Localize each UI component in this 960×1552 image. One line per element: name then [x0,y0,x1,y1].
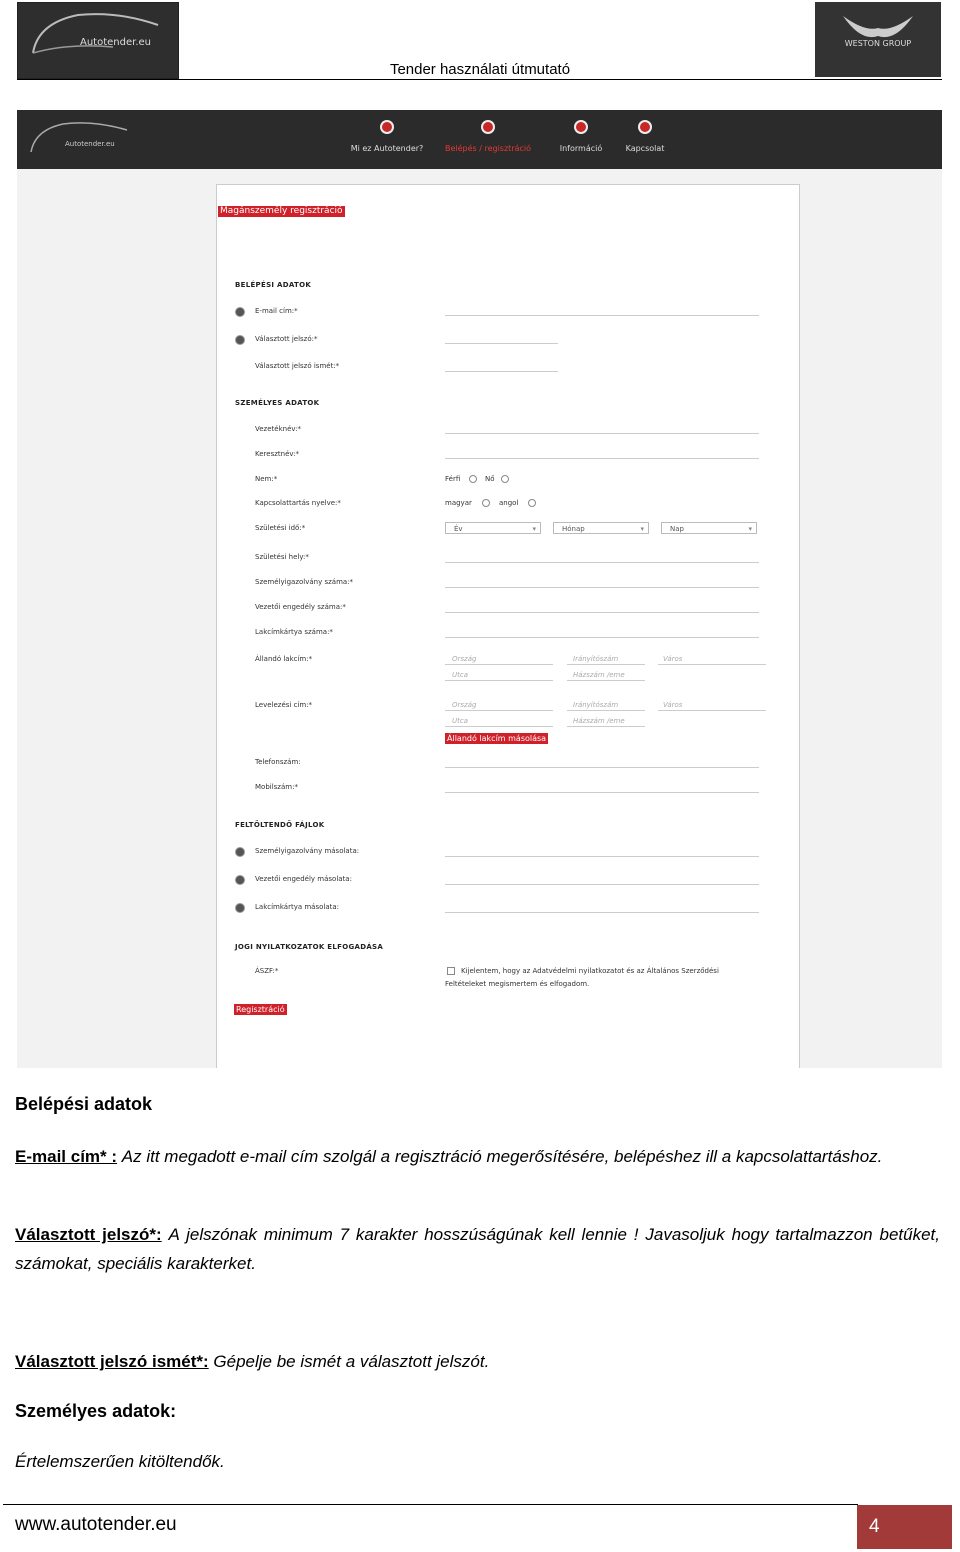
site-navbar [17,110,942,169]
lang-en-radio[interactable] [528,499,536,507]
nav-icon [481,120,495,134]
id-copy-upload[interactable] [445,856,759,857]
perm-zip-input[interactable] [567,664,645,665]
phone-input[interactable] [445,767,759,768]
license-number-input[interactable] [445,612,759,613]
perm-street-placeholder: Utca [452,671,469,679]
site-logo-icon [27,116,137,164]
birth-year-select[interactable]: Év ▾ [445,522,541,534]
terms-checkbox[interactable] [447,967,455,975]
password-again-input[interactable] [445,371,558,372]
form-banner: Magánszemély regisztráció [220,206,343,216]
mobile-input[interactable] [445,792,759,793]
header-divider [17,79,942,80]
register-button[interactable]: Regisztráció [236,1005,285,1014]
lang-hu-label: magyar [445,499,472,507]
mail-city-placeholder: Város [663,701,683,709]
required-bullet-icon [235,875,245,885]
label-license-copy: Vezetői engedély másolata: [255,875,352,883]
perm-zip-placeholder: Irányítószám [573,655,619,663]
label-lastname: Vezetéknév:* [255,425,301,433]
perm-house-input[interactable] [567,680,645,681]
copy-address-button[interactable]: Állandó lakcím másolása [447,734,547,743]
page-number: 4 [857,1505,952,1549]
footer-url: www.autotender.eu [15,1514,177,1535]
section-login: BELÉPÉSI ADATOK [235,281,312,289]
password-text: A jelszónak minimum 7 karakter hosszúságúnak kell lennie ! Javasoljuk hogy tartalmazzon betűket, számokat, speciális karakterket. [15,1225,940,1273]
label-mobile: Mobilszám:* [255,783,298,791]
label-firstname: Keresztnév:* [255,450,300,458]
registration-form [216,184,800,1068]
terms-text-1: Kijelentem, hogy az Adatvédelmi nyilatkozatot és az Általános Szerződési [461,967,719,975]
license-copy-upload[interactable] [445,884,759,885]
mail-house-placeholder: Házszám /eme [573,717,625,725]
mail-zip-placeholder: Irányítószám [573,701,619,709]
registration-screenshot [17,110,942,1068]
required-bullet-icon [235,847,245,857]
perm-city-input[interactable] [658,664,766,665]
label-password-again: Választott jelszó ismét:* [255,362,340,370]
section-legal: JOGI NYILATKOZATOK ELFOGADÁSA [235,943,384,951]
email-key: E-mail cím* : [15,1147,118,1166]
password-description [15,1220,940,1278]
mail-house-input[interactable] [567,726,645,727]
section-heading-login: Belépési adatok [15,1094,153,1114]
nav-icon [380,120,394,134]
mail-street-input[interactable] [445,726,553,727]
email-description [15,1142,940,1171]
lang-hu-radio[interactable] [482,499,490,507]
label-birth-place: Születési hely:* [255,553,309,561]
gender-female-label: Nő [485,475,495,483]
label-mailing-address: Levelezési cím:* [255,701,313,709]
required-bullet-icon [235,335,245,345]
personal-text: Értelemszerűen kitöltendők. [15,1452,225,1471]
firstname-input[interactable] [445,458,759,459]
perm-country-placeholder: Ország [452,655,477,663]
password-again-text: Gépelje be ismét a választott jelszót. [213,1352,490,1371]
svg-text:Autotender.eu: Autotender.eu [65,140,115,148]
lang-en-label: angol [499,499,519,507]
label-birth-date: Születési idő:* [255,524,306,532]
perm-city-placeholder: Város [663,655,683,663]
label-license-number: Vezetői engedély száma:* [255,603,346,611]
label-contact-lang: Kapcsolattartás nyelve:* [255,499,341,507]
svg-text:Autotender.eu: Autotender.eu [80,37,151,48]
password-key: Választott jelszó*: [15,1225,162,1244]
birth-place-input[interactable] [445,562,759,563]
address-card-input[interactable] [445,637,759,638]
password-again-key: Választott jelszó ismét*: [15,1352,209,1371]
mail-street-placeholder: Utca [452,717,469,725]
document-title: Tender használati útmutató [389,61,571,78]
nav-icon [574,120,588,134]
label-address-card: Lakcímkártya száma:* [255,628,333,636]
email-input[interactable] [445,315,759,316]
terms-text-2: Feltételeket megismertem és elfogadom. [445,980,590,988]
id-number-input[interactable] [445,587,759,588]
footer-divider [3,1504,858,1505]
label-email: E-mail cím:* [255,307,298,315]
address-copy-upload[interactable] [445,912,759,913]
birth-day-select[interactable]: Nap ▾ [661,522,757,534]
gender-male-radio[interactable] [469,475,477,483]
password-again-description [15,1347,940,1376]
gender-male-label: Férfi [445,475,461,483]
required-bullet-icon [235,903,245,913]
svg-text:WESTON GROUP: WESTON GROUP [844,39,912,48]
nav-item-contact[interactable]: Kapcsolat [605,120,685,153]
label-gender: Nem:* [255,475,278,483]
mail-country-input[interactable] [445,710,553,711]
email-text: Az itt megadott e-mail cím szolgál a regisztráció megerősítésére, belépéshez ill a kapcsolattartáshoz. [121,1147,883,1166]
birth-month-select[interactable]: Hónap ▾ [553,522,649,534]
nav-icon [638,120,652,134]
nav-item-about[interactable]: Mi ez Autotender? [347,120,427,153]
perm-country-input[interactable] [445,664,553,665]
label-id-copy: Személyigazolvány másolata: [255,847,360,855]
nav-item-info[interactable]: Információ [541,120,621,153]
perm-house-placeholder: Házszám /eme [573,671,625,679]
label-phone: Telefonszám: [255,758,301,766]
label-address-copy: Lakcímkártya másolata: [255,903,340,911]
label-terms: ÁSZF:* [255,967,279,975]
perm-street-input[interactable] [445,680,553,681]
label-password: Választott jelszó:* [255,335,318,343]
lastname-input[interactable] [445,433,759,434]
label-permanent-address: Állandó lakcím:* [255,655,313,663]
section-personal: SZEMÉLYES ADATOK [235,399,320,407]
mail-city-input[interactable] [658,710,766,711]
password-input[interactable] [445,343,558,344]
label-id-number: Személyigazolvány száma:* [255,578,354,586]
mail-country-placeholder: Ország [452,701,477,709]
personal-heading: Személyes adatok: [15,1401,177,1421]
required-bullet-icon [235,307,245,317]
section-files: FELTÖLTENDŐ FÁJLOK [235,821,325,829]
mail-zip-input[interactable] [567,710,645,711]
nav-item-login[interactable]: Belépés / regisztráció [438,120,538,153]
gender-female-radio[interactable] [501,475,509,483]
